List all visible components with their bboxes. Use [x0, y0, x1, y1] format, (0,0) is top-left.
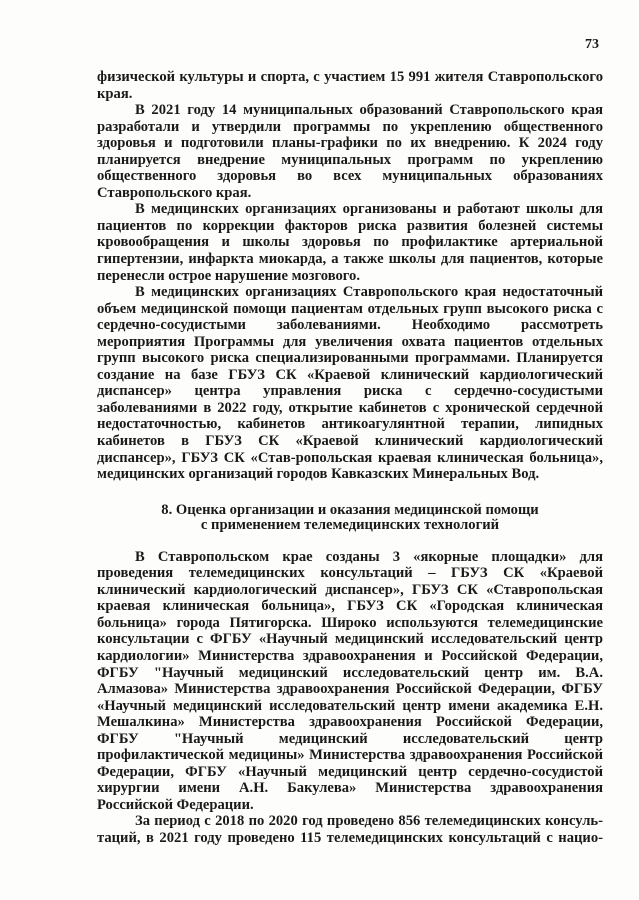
- paragraph: За период с 2018 по 2020 год проведено 856 телемедицинских консультаций, в 2021 году проведено 115 телемедицинских консультаций с нацио-: [97, 813, 603, 846]
- paragraph: В медицинских организациях Ставропольского края недостаточный объем медицинской помощи пациентам отдельных групп высокого риска с сердечно-сосудистыми заболеваниями. Необходимо рассмотреть мероприятия Программы для увеличения охвата пациентов отдельных групп высокого риска специализированными программами. Планируется создание на базе ГБУЗ СК «Краевой клинический кардиологический диспансер» центра управления риска с сердечно-сосудистыми заболеваниями в 2022 году, открытие кабинетов с хронической сердечной недостаточностью, кабинетов антикоагулянтной терапии, липидных кабинетов в ГБУЗ СК «Краевой клинический кардиологический диспансер», ГБУЗ СК «Став-ропольская краевая клиническая больница», медицинских организаций городов Кавказских Минеральных Вод.: [97, 284, 603, 483]
- paragraph: В Ставропольском крае созданы 3 «якорные площадки» для проведения телемедицинских консультаций – ГБУЗ СК «Краевой клинический кардиологический диспансер», ГБУЗ СК «Ставропольская краевая клиническая больница», ГБУЗ СК «Городская клиническая больница» города Пятигорска. Широко используются телемедицинские консультации с ФГБУ «Научный медицинский исследовательский центр кардиологии» Министерства здравоохранения и Российской Федерации, ФГБУ "Научный медицинский исследовательский центр им. В.А. Алмазова» Министерства здравоохранения Российской Федерации, ФГБУ «Научный медицинский исследовательский центр имени академика Е.Н. Мешалкина» Министерства здравоохранения Российской Федерации, ФГБУ "Научный медицинский исследовательский центр профилактической медицины» Министерства здравоохранения Российской Федерации, ФГБУ «Научный медицинский центр сердечно-сосудистой хирургии имени А.Н. Бакулева» Министерства здравоохранения Российской Федерации.: [97, 548, 603, 813]
- page-number: 73: [585, 37, 599, 52]
- section-heading-line: 8. Оценка организации и оказания медицинской помощи: [161, 501, 539, 518]
- document-body: [97, 69, 603, 847]
- section-heading: [97, 503, 603, 533]
- paragraph: В 2021 году 14 муниципальных образований Ставропольского края разработали и утвердили программы по укреплению общественного здоровья и подготовили планы-графики по их внедрению. К 2024 году планируется внедрение муниципальных программ по укреплению общественного здоровья во всех муниципальных образованиях Ставропольского края.: [97, 102, 603, 201]
- paragraph: В медицинских организациях организованы и работают школы для пациентов по коррекции факторов риска развития болезней системы кровообращения и школы здоровья по профилактике артериальной гипертензии, инфаркта миокарда, а также школы для пациентов, которые перенесли острое нарушение мозгового.: [97, 201, 603, 284]
- section-heading-line: с применением телемедицинских технологий: [200, 516, 500, 533]
- paragraph: физической культуры и спорта, с участием 15 991 жителя Ставропольского края.: [97, 69, 603, 102]
